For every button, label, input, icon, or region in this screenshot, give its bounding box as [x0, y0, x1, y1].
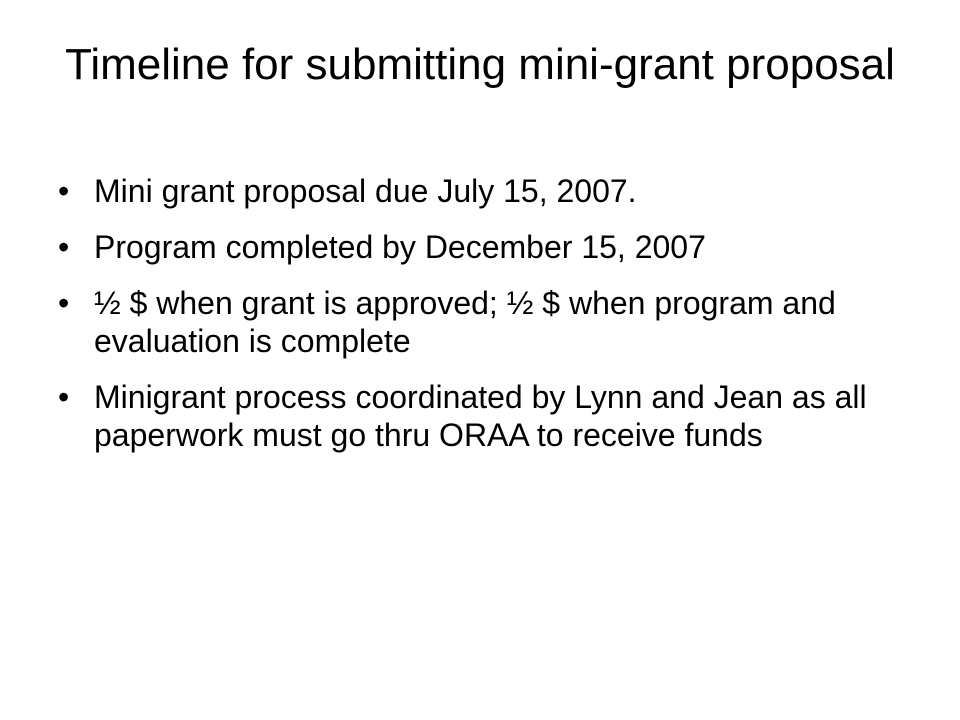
bullet-item	[58, 378, 908, 454]
bullet-item	[58, 172, 908, 210]
bullet-text: ½ $ when grant is approved; ½ $ when program and evaluation is complete	[94, 285, 836, 359]
slide-title: Timeline for submitting mini-grant proposal	[65, 40, 895, 89]
bullet-list	[58, 172, 908, 472]
bullet-text: Program completed by December 15, 2007	[94, 229, 706, 265]
bullet-dot-icon: •	[58, 229, 70, 265]
bullet-text: Minigrant process coordinated by Lynn and Jean as all paperwork must go thru ORAA to receive funds	[94, 379, 867, 453]
bullet-dot-icon: •	[58, 173, 70, 209]
bullet-dot-icon: •	[58, 285, 70, 321]
bullet-item	[58, 284, 908, 360]
bullet-dot-icon: •	[58, 379, 70, 415]
bullet-item	[58, 228, 908, 266]
bullet-text: Mini grant proposal due July 15, 2007.	[94, 173, 637, 209]
